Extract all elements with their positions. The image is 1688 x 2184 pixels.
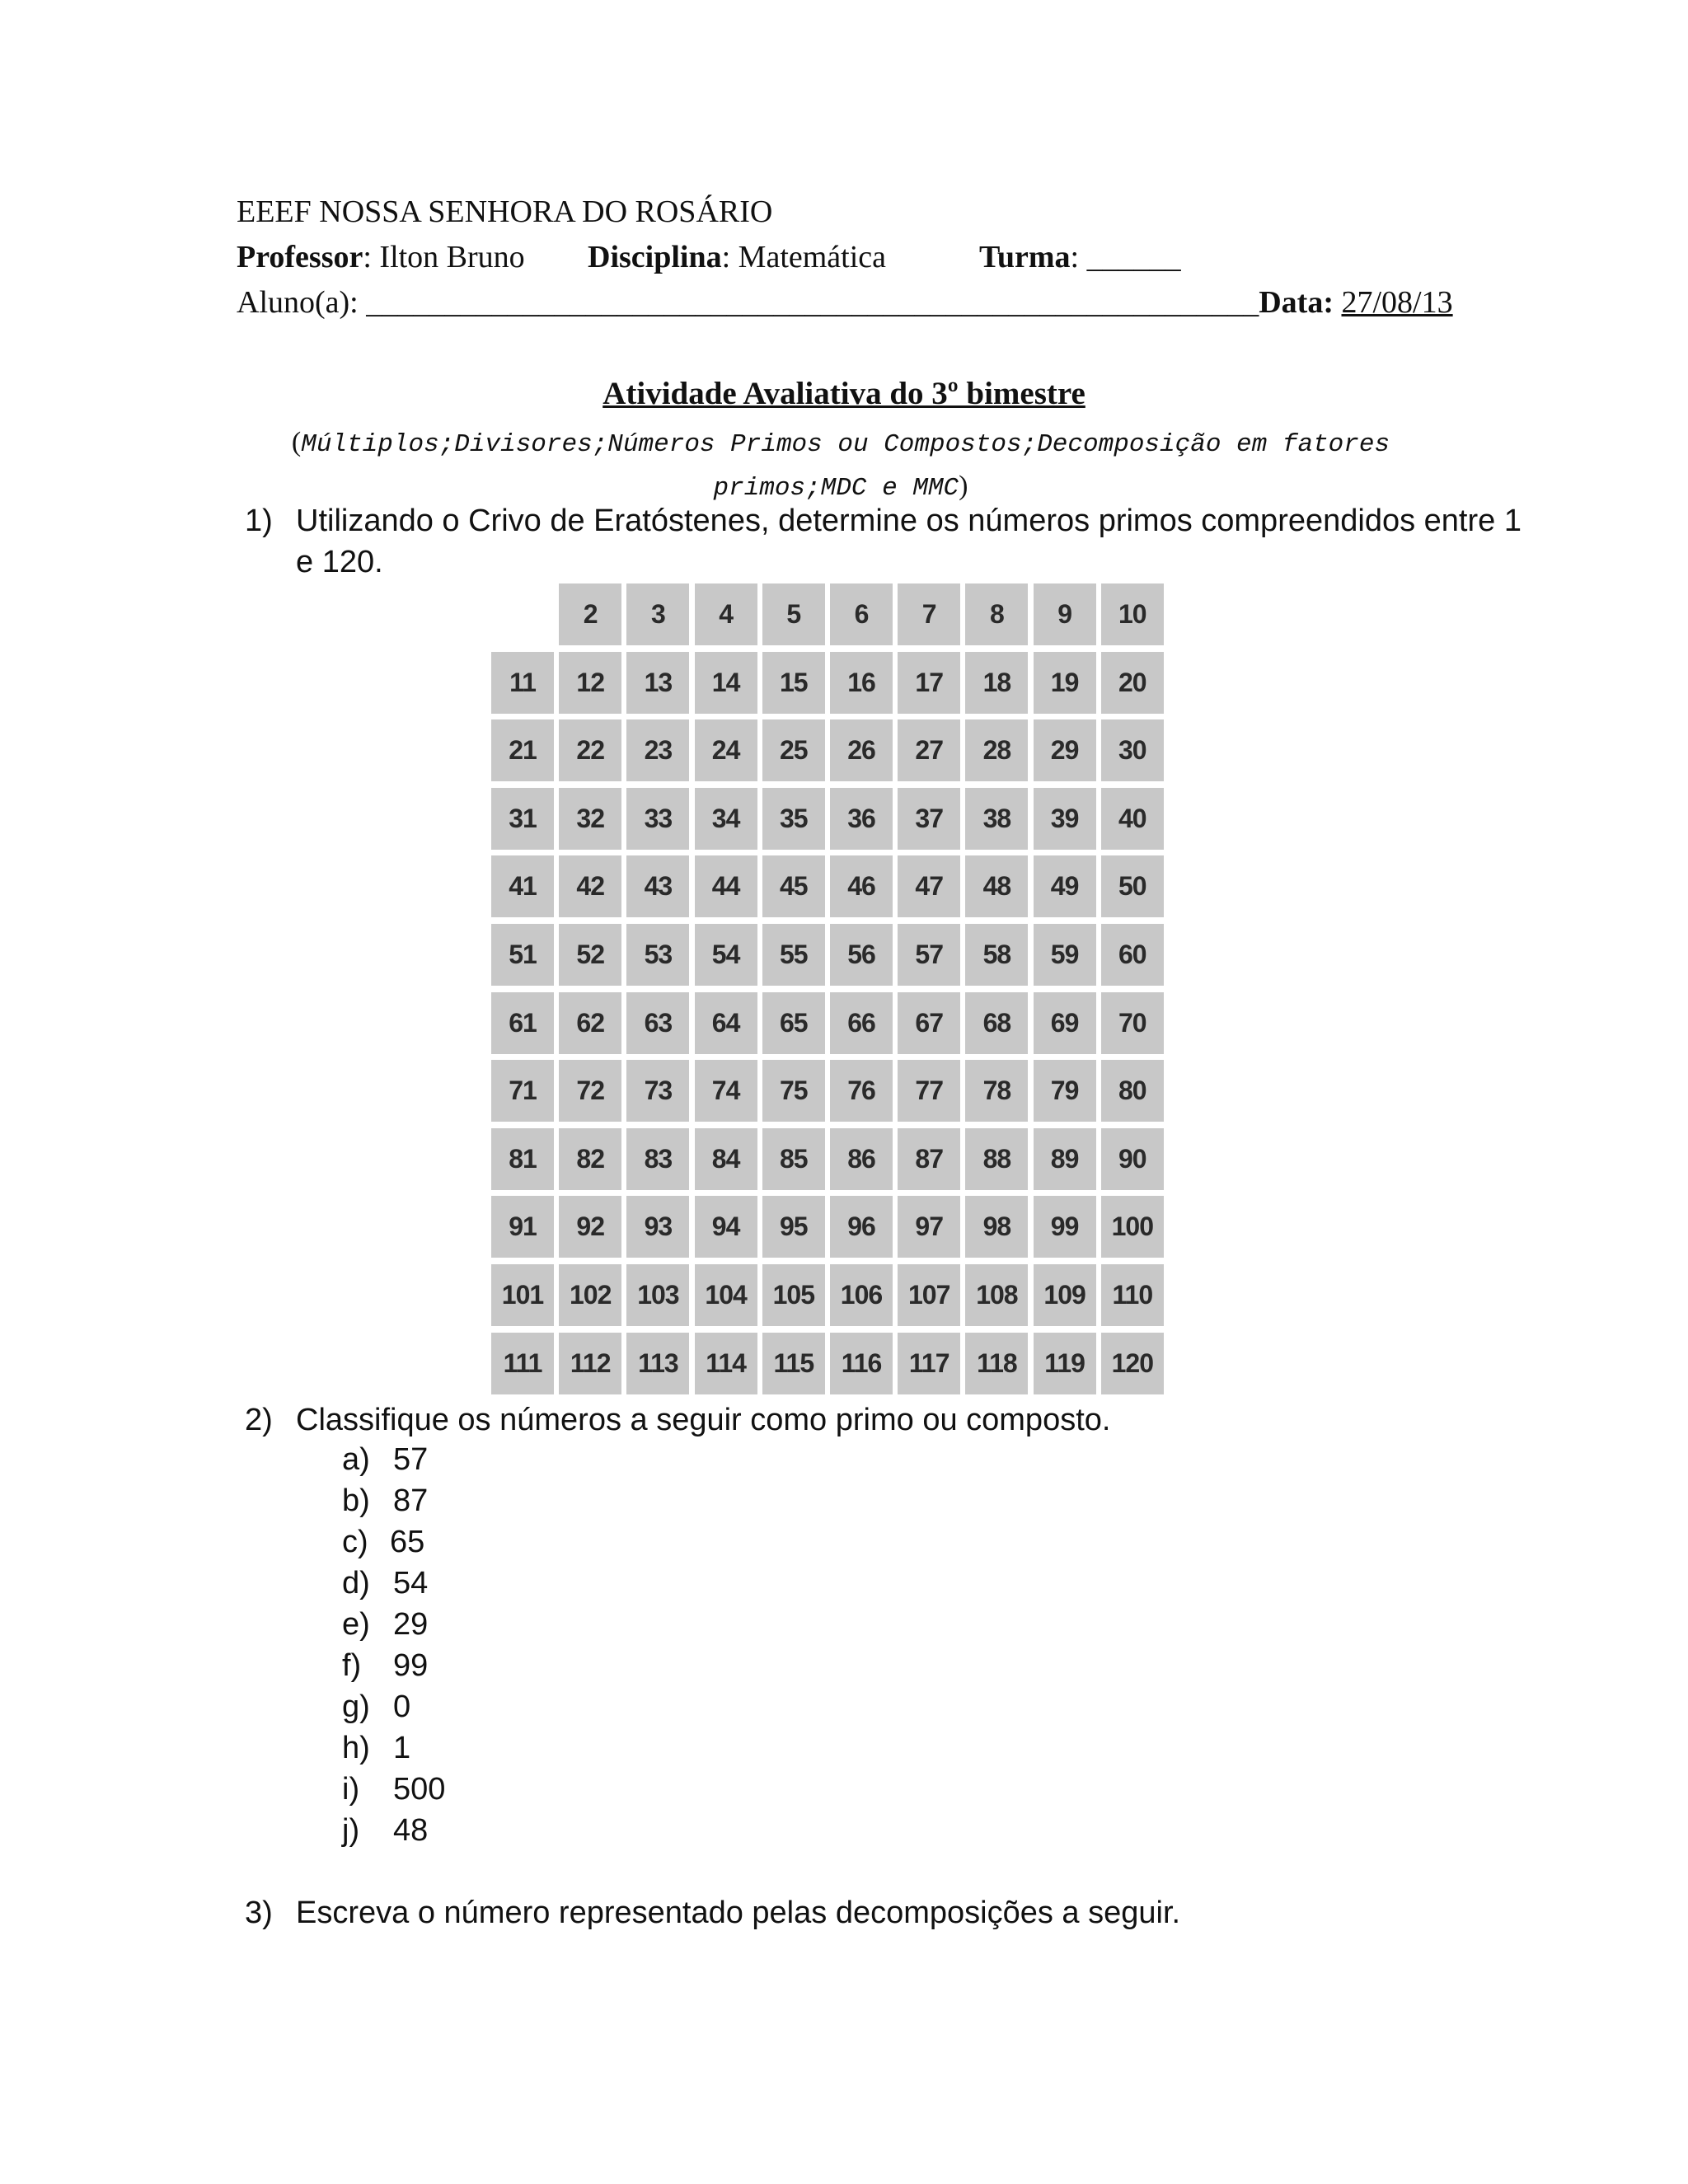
sieve-cell-9: 9: [1034, 583, 1096, 645]
item-value: 87: [393, 1483, 429, 1518]
sieve-cell-102: 102: [559, 1264, 621, 1326]
sieve-cell-38: 38: [965, 788, 1028, 850]
sieve-cell-52: 52: [559, 924, 621, 986]
item-label: b): [342, 1483, 370, 1518]
sieve-cell-21: 21: [491, 719, 554, 781]
sieve-cell-53: 53: [626, 924, 689, 986]
sieve-cell-113: 113: [626, 1333, 689, 1394]
sieve-cell-23: 23: [626, 719, 689, 781]
sieve-grid: [491, 583, 1167, 1391]
sieve-cell-55: 55: [762, 924, 825, 986]
subtitle-line-1-text: Múltiplos;Divisores;Números Primos ou Compostos;Decomposição em fatores: [301, 430, 1390, 459]
item-label: h): [342, 1731, 370, 1765]
subtitle-line-1: [239, 422, 1442, 466]
sieve-cell-26: 26: [830, 719, 893, 781]
sieve-cell-116: 116: [830, 1333, 893, 1394]
professor-name: : Ilton Bruno: [363, 240, 525, 274]
sieve-cell-13: 13: [626, 652, 689, 714]
sieve-cell-69: 69: [1034, 992, 1096, 1054]
sieve-cell-111: 111: [491, 1333, 554, 1394]
disciplina-label: Disciplina: [588, 240, 722, 274]
sieve-cell-46: 46: [830, 855, 893, 917]
question-2: [245, 1399, 1399, 1441]
sieve-cell-89: 89: [1034, 1128, 1096, 1190]
subtitle-line-2-text: primos;MDC e MMC: [713, 474, 959, 503]
sieve-cell-88: 88: [965, 1128, 1028, 1190]
sieve-cell-37: 37: [898, 788, 960, 850]
sieve-cell-33: 33: [626, 788, 689, 850]
sieve-cell-17: 17: [898, 652, 960, 714]
sieve-cell-35: 35: [762, 788, 825, 850]
question-1: [245, 500, 1531, 583]
question-3-number: 3): [245, 1896, 273, 1930]
sieve-cell-115: 115: [762, 1333, 825, 1394]
item-label: c): [342, 1525, 368, 1559]
sieve-cell-49: 49: [1034, 855, 1096, 917]
sieve-cell-31: 31: [491, 788, 554, 850]
sieve-cell-84: 84: [695, 1128, 757, 1190]
item-label: e): [342, 1607, 370, 1642]
sieve-cell-83: 83: [626, 1128, 689, 1190]
subtitle: [239, 422, 1442, 509]
data-value: 27/08/13: [1341, 285, 1453, 320]
sieve-cell-80: 80: [1101, 1060, 1164, 1122]
sieve-cell-39: 39: [1034, 788, 1096, 850]
sieve-cell-41: 41: [491, 855, 554, 917]
sieve-cell-109: 109: [1034, 1264, 1096, 1326]
sieve-cell-42: 42: [559, 855, 621, 917]
sieve-cell-64: 64: [695, 992, 757, 1054]
sieve-cell-40: 40: [1101, 788, 1164, 850]
item-label: f): [342, 1648, 362, 1683]
subtitle-close-paren: ): [959, 471, 968, 501]
sieve-cell-10: 10: [1101, 583, 1164, 645]
item-value: 65: [390, 1525, 425, 1559]
sieve-cell-12: 12: [559, 652, 621, 714]
question-2-number: 2): [245, 1403, 273, 1437]
sieve-cell-20: 20: [1101, 652, 1164, 714]
aluno-name-blank: _________________________________________________________: [366, 285, 1259, 320]
sieve-cell-104: 104: [695, 1264, 757, 1326]
question-3-text: Escreva o número representado pelas decomposições a seguir.: [296, 1896, 1181, 1930]
sieve-cell-54: 54: [695, 924, 757, 986]
sieve-cell-14: 14: [695, 652, 757, 714]
item-label: d): [342, 1566, 370, 1601]
sieve-cell-50: 50: [1101, 855, 1164, 917]
sieve-cell-65: 65: [762, 992, 825, 1054]
sieve-cell-3: 3: [626, 583, 689, 645]
item-value: 29: [393, 1607, 429, 1642]
sieve-cell-73: 73: [626, 1060, 689, 1122]
sieve-cell-45: 45: [762, 855, 825, 917]
sieve-cell-117: 117: [898, 1333, 960, 1394]
sieve-cell-108: 108: [965, 1264, 1028, 1326]
sieve-cell-70: 70: [1101, 992, 1164, 1054]
sieve-cell-44: 44: [695, 855, 757, 917]
sieve-cell-47: 47: [898, 855, 960, 917]
sieve-cell-114: 114: [695, 1333, 757, 1394]
sieve-cell-5: 5: [762, 583, 825, 645]
question-2-text: Classifique os números a seguir como primo ou composto.: [296, 1403, 1111, 1437]
turma-field: [979, 239, 1181, 275]
sieve-cell-29: 29: [1034, 719, 1096, 781]
sieve-cell-77: 77: [898, 1060, 960, 1122]
item-value: 500: [393, 1772, 446, 1807]
school-name: [237, 194, 772, 230]
sieve-cell-90: 90: [1101, 1128, 1164, 1190]
sieve-cell-75: 75: [762, 1060, 825, 1122]
sieve-cell-28: 28: [965, 719, 1028, 781]
page-title: Atividade Avaliativa do 3º bimestre: [603, 376, 1085, 411]
item-value: 1: [393, 1731, 411, 1765]
sieve-cell-119: 119: [1034, 1333, 1096, 1394]
sieve-cell-101: 101: [491, 1264, 554, 1326]
professor-field: [237, 240, 525, 274]
sieve-cell-60: 60: [1101, 924, 1164, 986]
turma-label: Turma: [979, 240, 1071, 274]
sieve-cell-112: 112: [559, 1333, 621, 1394]
header-info-row: [237, 239, 525, 275]
sieve-cell-79: 79: [1034, 1060, 1096, 1122]
sieve-cell-57: 57: [898, 924, 960, 986]
data-label: Data:: [1259, 285, 1342, 320]
turma-value: : ______: [1070, 240, 1181, 274]
sieve-cell-8: 8: [965, 583, 1028, 645]
question-1-number: 1): [245, 504, 273, 538]
sieve-cell-72: 72: [559, 1060, 621, 1122]
sieve-cell-97: 97: [898, 1196, 960, 1258]
sieve-cell-94: 94: [695, 1196, 757, 1258]
sieve-cell-118: 118: [965, 1333, 1028, 1394]
sieve-cell-15: 15: [762, 652, 825, 714]
sieve-cell-100: 100: [1101, 1196, 1164, 1258]
sieve-cell-66: 66: [830, 992, 893, 1054]
sieve-cell-24: 24: [695, 719, 757, 781]
sieve-cell-105: 105: [762, 1264, 825, 1326]
sieve-cell-22: 22: [559, 719, 621, 781]
sieve-cell-27: 27: [898, 719, 960, 781]
item-value: 54: [393, 1566, 429, 1601]
item-value: 57: [393, 1442, 429, 1477]
item-value: 0: [393, 1690, 411, 1724]
sieve-cell-43: 43: [626, 855, 689, 917]
sieve-cell-87: 87: [898, 1128, 960, 1190]
sieve-cell-81: 81: [491, 1128, 554, 1190]
sieve-cell-107: 107: [898, 1264, 960, 1326]
sieve-cell-30: 30: [1101, 719, 1164, 781]
sieve-cell-91: 91: [491, 1196, 554, 1258]
sieve-cell-78: 78: [965, 1060, 1028, 1122]
item-label: i): [342, 1772, 360, 1807]
sieve-cell-99: 99: [1034, 1196, 1096, 1258]
sieve-cell-74: 74: [695, 1060, 757, 1122]
sieve-cell-71: 71: [491, 1060, 554, 1122]
sieve-cell-62: 62: [559, 992, 621, 1054]
disciplina-value: : Matemática: [721, 240, 887, 274]
sieve-cell-92: 92: [559, 1196, 621, 1258]
sieve-cell-120: 120: [1101, 1333, 1164, 1394]
sieve-cell-19: 19: [1034, 652, 1096, 714]
sieve-cell-11: 11: [491, 652, 554, 714]
sieve-cell-96: 96: [830, 1196, 893, 1258]
sieve-cell-56: 56: [830, 924, 893, 986]
sieve-cell-85: 85: [762, 1128, 825, 1190]
sieve-cell-16: 16: [830, 652, 893, 714]
sieve-cell-2: 2: [559, 583, 621, 645]
aluno-label: Aluno(a):: [237, 285, 367, 320]
disciplina-field: [588, 239, 886, 275]
question-3: [245, 1892, 1399, 1933]
sieve-cell-58: 58: [965, 924, 1028, 986]
subtitle-open-paren: (: [291, 427, 302, 457]
sieve-cell-86: 86: [830, 1128, 893, 1190]
sieve-cell-106: 106: [830, 1264, 893, 1326]
sieve-cell-61: 61: [491, 992, 554, 1054]
sieve-cell-95: 95: [762, 1196, 825, 1258]
sieve-cell-98: 98: [965, 1196, 1028, 1258]
sieve-cell-59: 59: [1034, 924, 1096, 986]
professor-label: Professor: [237, 240, 363, 274]
sieve-cell-76: 76: [830, 1060, 893, 1122]
sieve-cell-7: 7: [898, 583, 960, 645]
sieve-cell-51: 51: [491, 924, 554, 986]
sieve-cell-93: 93: [626, 1196, 689, 1258]
question-1-text-line-2: e 120.: [296, 545, 383, 579]
aluno-row: [237, 284, 1453, 321]
sieve-cell-6: 6: [830, 583, 893, 645]
item-label: a): [342, 1442, 370, 1477]
sieve-cell-4: 4: [695, 583, 757, 645]
school-name-text: EEEF NOSSA SENHORA DO ROSÁRIO: [237, 194, 773, 229]
sieve-cell-82: 82: [559, 1128, 621, 1190]
question-1-text-line-1: Utilizando o Crivo de Eratóstenes, determine os números primos compreendidos entre 1: [296, 504, 1522, 538]
item-value: 48: [393, 1813, 429, 1848]
sieve-cell-48: 48: [965, 855, 1028, 917]
sieve-cell-110: 110: [1101, 1264, 1164, 1326]
item-value: 99: [393, 1648, 429, 1683]
item-label: j): [342, 1813, 360, 1848]
sieve-cell-67: 67: [898, 992, 960, 1054]
sieve-cell-63: 63: [626, 992, 689, 1054]
sieve-cell-68: 68: [965, 992, 1028, 1054]
sieve-cell-36: 36: [830, 788, 893, 850]
sieve-cell-34: 34: [695, 788, 757, 850]
sieve-cell-25: 25: [762, 719, 825, 781]
item-label: g): [342, 1690, 370, 1724]
sieve-cell-103: 103: [626, 1264, 689, 1326]
sieve-cell-18: 18: [965, 652, 1028, 714]
sieve-cell-32: 32: [559, 788, 621, 850]
